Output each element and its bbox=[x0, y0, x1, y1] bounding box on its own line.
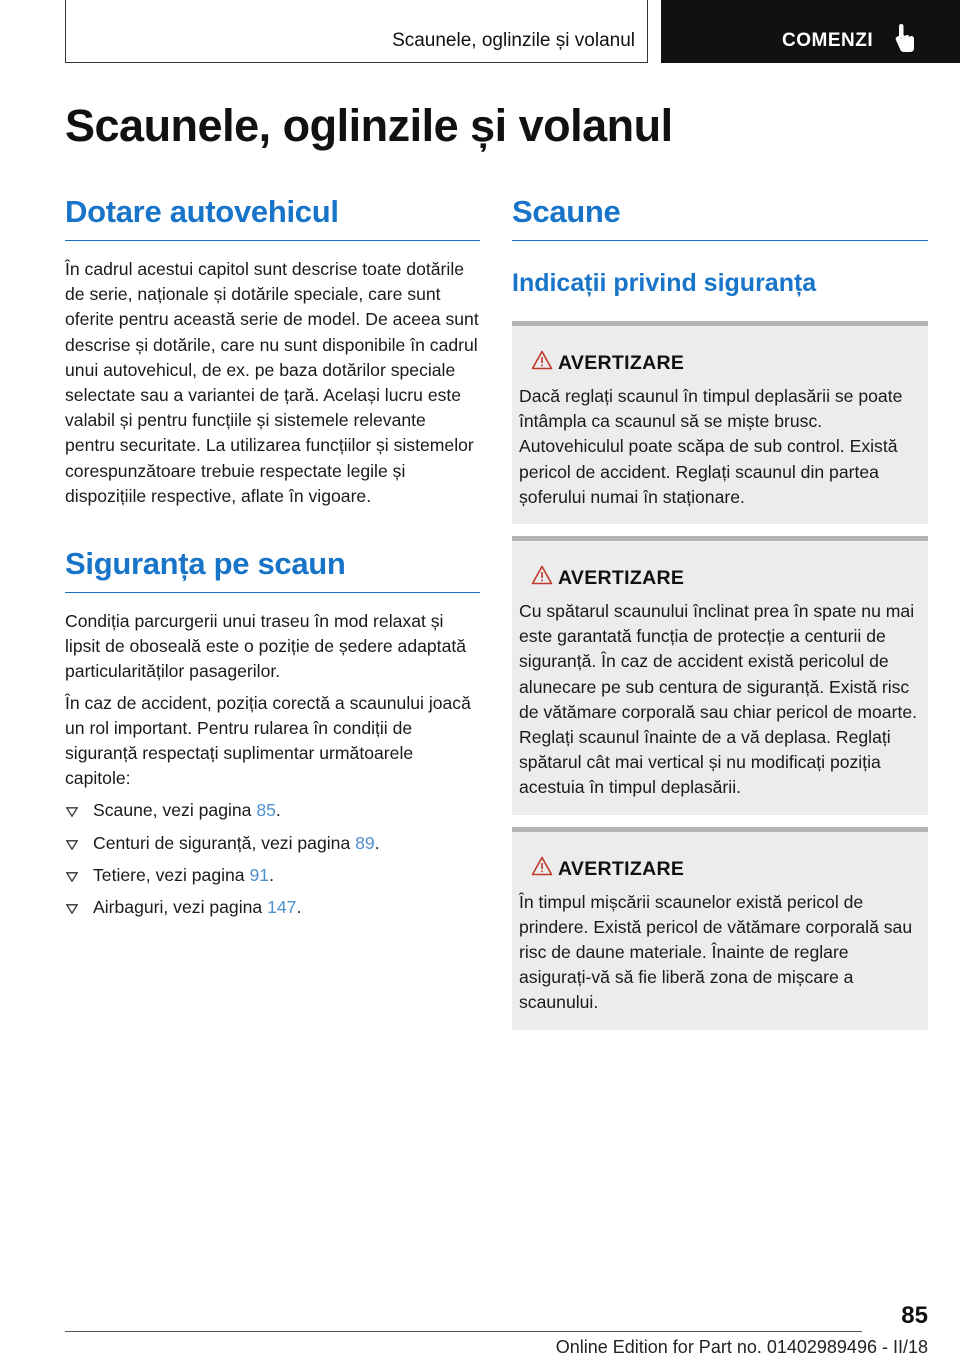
list-item-text: Tetiere, vezi pagina bbox=[93, 864, 250, 885]
page-title: Scaunele, oglinzile și volanul bbox=[65, 100, 673, 151]
page-link[interactable]: 89 bbox=[355, 832, 375, 853]
chapter-reference-list bbox=[65, 798, 480, 920]
hand-pointer-icon bbox=[895, 24, 915, 52]
seat-safety-p2: În caz de accident, poziția corectă a scaunului joacă un rol important. Pentru rularea în condiții de siguranță respectați suplimentar următoarele capitole: bbox=[65, 692, 471, 789]
equipment-heading: Dotare autovehicul bbox=[65, 193, 480, 241]
right-column bbox=[512, 193, 928, 1030]
list-item bbox=[65, 863, 480, 888]
list-item-end: . bbox=[374, 832, 380, 853]
warning-label: AVERTIZARE bbox=[558, 567, 685, 590]
page-link[interactable]: 147 bbox=[267, 897, 297, 918]
warning-label: AVERTIZARE bbox=[558, 352, 685, 374]
warning-triangle-icon bbox=[531, 856, 553, 876]
warning-text: În timpul mișcării scaunelor există pericol de prindere. Există pericol de vătămare corporală sau risc de daune materiale. Înainte de reglare asigurați-vă să fie liberă zona de mișcare a scaunului. bbox=[519, 891, 913, 1013]
edition-text: Online Edition for Part no. 01402989496 - II/18 bbox=[555, 1337, 928, 1357]
list-item-text: Scaune, vezi pagina bbox=[93, 800, 257, 821]
list-item bbox=[65, 895, 480, 920]
list-item-text: Airbaguri, vezi pagina bbox=[93, 897, 268, 918]
seat-safety-p1: Condiția parcurgerii unui traseu în mod relaxat și lipsit de oboseală este o poziție de ședere adaptată particularităților pasagerilor. bbox=[65, 611, 467, 682]
list-item-text: Centuri de siguranță, vezi pagina bbox=[93, 832, 356, 853]
triangle-bullet-icon bbox=[66, 840, 78, 850]
page-link[interactable]: 91 bbox=[249, 864, 270, 885]
list-item-end: . bbox=[275, 800, 281, 821]
warning-triangle-icon bbox=[531, 350, 553, 370]
chapter-title: Scaunele, oglinzile și volanul bbox=[392, 30, 635, 51]
section-tab[interactable] bbox=[661, 0, 960, 63]
warning-triangle-icon bbox=[531, 565, 553, 585]
list-item bbox=[65, 831, 480, 856]
page-number: 85 bbox=[901, 1302, 928, 1329]
triangle-bullet-icon bbox=[66, 872, 78, 882]
equipment-text: În cadrul acestui capitol sunt descrise toate dotările de serie, naționale și dotările speciale, care sunt oferite pentru această serie de model. De aceea sunt descrise și dotările, care nu sunt disponibile în cadrul unui autovehicul, de ex. pe baza dotărilor speciale selectate sau a variantei de țară. Același lucru este valabil și pentru funcțiile și sistemele relevante pentru securitate. La utilizarea funcțiilor și sistemelor corespunzătoare trebuie respectate legile și dispozițiile respective, aflate în vigoare. bbox=[65, 259, 479, 506]
warning-text: Dacă reglați scaunul în timpul deplasării se poate întâmpla ca scaunul să se miște brusc. Autovehiculul poate scăpa de sub control. Există pericol de accident. Reglați scaunul din partea șoferului numai în staționare. bbox=[519, 386, 903, 507]
chapter-tab[interactable] bbox=[65, 0, 648, 63]
safety-notes-heading: Indicații privind siguranța bbox=[512, 269, 817, 297]
footer-divider bbox=[65, 1331, 862, 1332]
list-item-end: . bbox=[269, 864, 274, 885]
warning-box bbox=[512, 536, 928, 815]
list-item-end: . bbox=[296, 897, 302, 918]
warning-box bbox=[512, 827, 928, 1030]
warning-text: Cu spătarul scaunului înclinat prea în spate nu mai este garantată funcția de protecție a centurii de siguranță. În caz de accident există pericolul de alunecare pe sub centura de siguranță. Există risc de vătămare corporală sau chiar pericol de moarte. Reglați scaunul înainte de a vă deplasa. Reglați spătarul cât mai vertical și nu modificați poziția acestuia în timpul deplasării. bbox=[519, 601, 918, 798]
triangle-bullet-icon bbox=[66, 807, 78, 817]
warning-label: AVERTIZARE bbox=[558, 857, 685, 880]
list-item bbox=[65, 798, 480, 823]
warning-box bbox=[512, 321, 928, 524]
page-link[interactable]: 85 bbox=[256, 800, 276, 821]
triangle-bullet-icon bbox=[66, 904, 78, 914]
section-label: COMENZI bbox=[782, 30, 874, 51]
seats-heading: Scaune bbox=[512, 193, 928, 241]
left-column bbox=[65, 193, 480, 927]
seat-safety-heading: Siguranța pe scaun bbox=[65, 545, 480, 593]
